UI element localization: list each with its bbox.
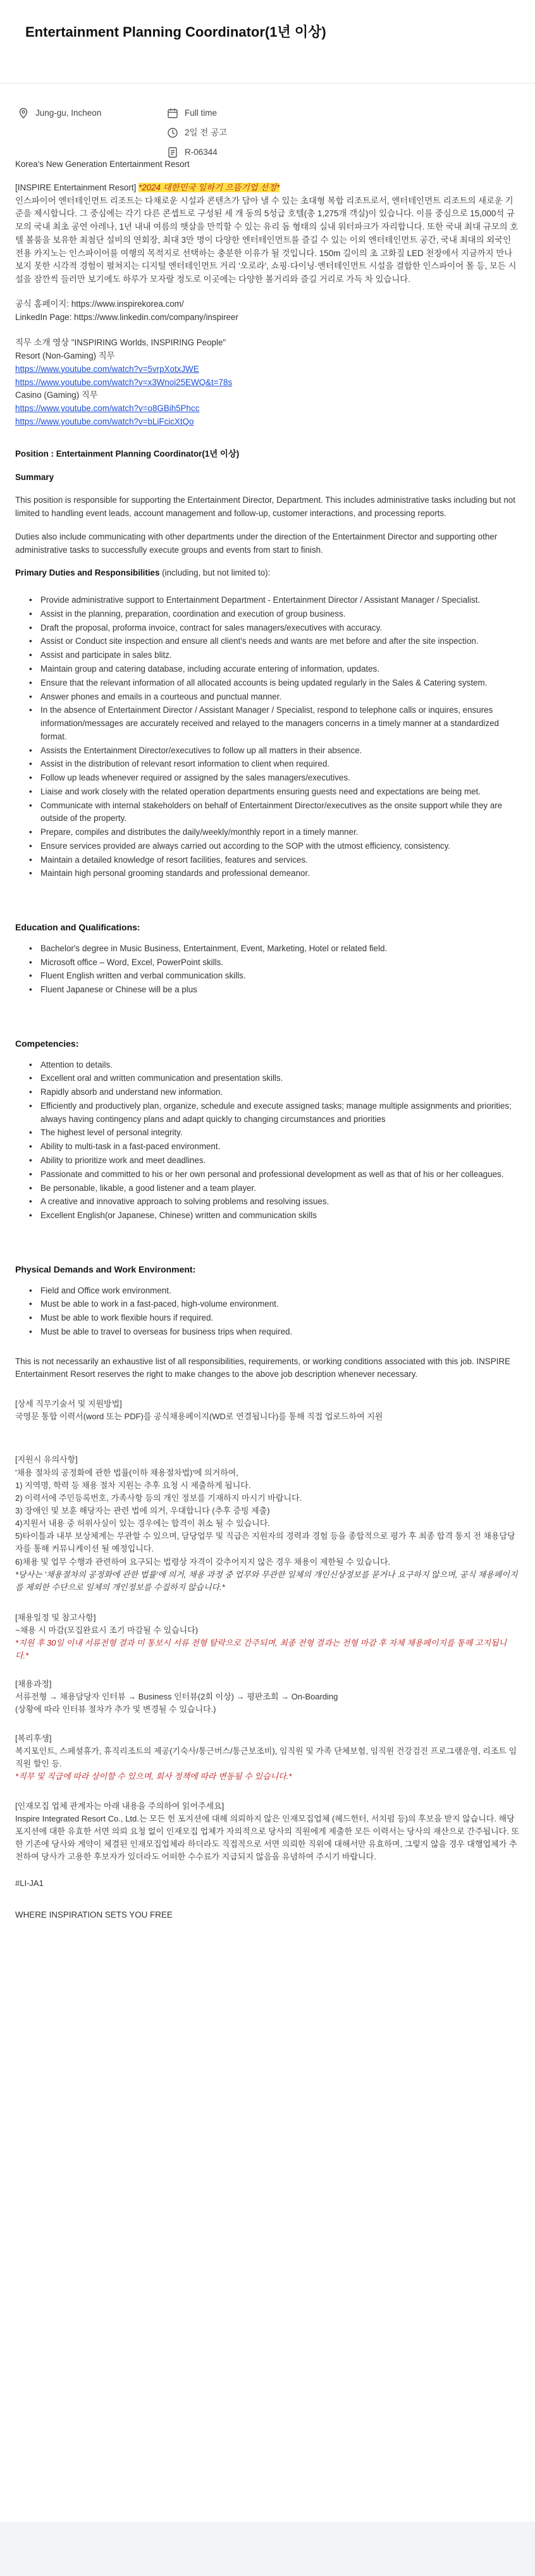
physical-heading: Physical Demands and Work Environment: bbox=[15, 1264, 196, 1274]
competency-item: • Rapidly absorb and understand new information. bbox=[29, 1086, 520, 1099]
summary-paragraph-2: Duties also include communicating with other departments under the direction of the Entertainment Director and supporting other administrative tasks to successfully execute groups and events from start to finish. bbox=[15, 531, 498, 555]
schedule-italic: *지원 후 30일 이내 서류전형 결과 미 통보시 서류 전형 탈락으로 간주되며, 최종 전형 결과는 전형 마감 후 자체 채용페이지를 통해 고지됩니다.* bbox=[15, 1638, 507, 1661]
duty-item: • Assist or Conduct site inspection and ensure all client's needs and wants are met before and after the site inspection. bbox=[29, 635, 520, 648]
duty-item: • Assist in the distribution of relevant resort information to client when required. bbox=[29, 758, 520, 771]
competency-item: • Excellent oral and written communication and presentation skills. bbox=[29, 1072, 520, 1085]
footer-tagline: WHERE INSPIRATION SETS YOU FREE bbox=[15, 1910, 173, 1920]
schedule-title: [채용일정 및 참고사항] bbox=[15, 1612, 96, 1622]
page-bottom-bar bbox=[0, 2522, 535, 2576]
calendar-icon bbox=[167, 108, 178, 119]
job-title: Entertainment Planning Coordinator(1년 이상) bbox=[25, 24, 326, 40]
docs-title: [상세 직무기술서 및 지원방법] bbox=[15, 1399, 122, 1409]
notice-line: 5)타이틀과 내부 보상체계는 무관할 수 있으며, 담당업무 및 직급은 지원자의 경력과 경험 등을 종합적으로 평가 후 최종 합격 통지 전 채용담당자를 통해 커뮤니케이션 될 예정입니다. bbox=[15, 1531, 515, 1554]
competency-item: • The highest level of personal integrity. bbox=[29, 1126, 520, 1140]
position-line: Position : Entertainment Planning Coordinator(1년 이상) bbox=[15, 448, 240, 459]
posted-text: 2일 전 공고 bbox=[185, 127, 228, 137]
benefits-body: 복지포인트, 스페셜휴가, 휴직리조트의 제공(기숙사/통근버스/통근보조비), 임직원 및 가족 단체보험, 임직원 건강검진 프로그램운영, 리조트 임직원 할인 등. bbox=[15, 1746, 517, 1769]
education-heading: Education and Qualifications: bbox=[15, 922, 140, 933]
notice-title: [지원시 유의사항] bbox=[15, 1455, 78, 1465]
duties-heading: Primary Duties and Responsibilities bbox=[15, 568, 160, 578]
duty-item: • Provide administrative support to Entertainment Department - Entertainment Director / Assistant Manager / Specialist. bbox=[29, 594, 520, 607]
disclaimer-text: This is not necessarily an exhaustive list of all responsibilities, requirements, or working conditions associated with this job. INSPIRE Entertainment Resort reserves the right to make changes to the above job description whenever necessary. bbox=[15, 1356, 510, 1379]
competency-item: • Efficiently and productively plan, organize, schedule and execute assigned tasks; manage multiple assignments and priorities; always having contingency plans and adapt quickly to changing circumstances and priorities bbox=[29, 1100, 520, 1126]
competency-item: • Be personable, likable, a good listener and a team player. bbox=[29, 1182, 520, 1195]
intro-text: Korea's New Generation Entertainment Resort bbox=[15, 159, 190, 169]
company-section bbox=[15, 182, 520, 287]
duty-item: • Ensure services provided are always carried out according to the SOP with the utmost efficiency, consistency. bbox=[29, 840, 520, 853]
meta-location-col bbox=[18, 105, 167, 149]
competency-item: • Passionate and committed to his or her own personal and professional development as well as that of his or her colleagues. bbox=[29, 1168, 520, 1181]
duties-heading-line bbox=[15, 567, 520, 580]
notice-line: 1) 지역명, 학력 등 채용 절차 지원는 추후 요청 시 제출하게 됩니다. bbox=[15, 1480, 251, 1490]
duty-item: • Communicate with internal stakeholders on behalf of Entertainment Director/executives as the onsite support while they are outside of the property. bbox=[29, 799, 520, 826]
meta-type bbox=[167, 105, 316, 121]
links-section bbox=[15, 298, 520, 429]
duty-item: • Maintain a detailed knowledge of resort facilities, features and services. bbox=[29, 854, 520, 867]
homepage-link[interactable]: 공식 홈페이지: https://www.inspirekorea.com/ bbox=[15, 299, 184, 309]
duty-item: • Maintain group and catering database, including accurate entering of information, updates. bbox=[29, 663, 520, 676]
duty-item: • Assist and participate in sales blitz. bbox=[29, 649, 520, 662]
competency-item: • Ability to prioritize work and meet deadlines. bbox=[29, 1154, 520, 1168]
duty-item: • Assist in the planning, preparation, coordination and execution of group business. bbox=[29, 608, 520, 621]
physical-item: • Must be able to work in a fast-paced, high-volume environment. bbox=[29, 1298, 520, 1311]
competency-item: • Ability to multi-task in a fast-paced environment. bbox=[29, 1140, 520, 1154]
physical-list bbox=[15, 1285, 520, 1339]
company-title: [INSPIRE Entertainment Resort] bbox=[15, 182, 137, 192]
benefits-section bbox=[15, 1732, 520, 1784]
casino-video-link-1[interactable]: https://www.youtube.com/watch?v=o8GBih5Phcc bbox=[15, 404, 200, 414]
notice-line: 2) 이력서에 주민등록번호, 가족사항 등의 개인 정보를 기재하지 마시기 바랍니다. bbox=[15, 1493, 302, 1503]
hashtag: #LI-JA1 bbox=[15, 1878, 44, 1889]
notice-lines bbox=[15, 1467, 520, 1568]
education-item: • Bachelor's degree in Music Business, Entertainment, Event, Marketing, Hotel or related field. bbox=[29, 942, 520, 956]
docs-body: 국영문 통합 이력서(word 또는 PDF)를 공식채용페이지(WD로 연결됩니다)를 통해 직접 업로드하여 지원 bbox=[15, 1412, 383, 1422]
schedule-body: ~채용 시 마감(모집완료시 조기 마감될 수 있습니다) bbox=[15, 1625, 199, 1636]
linkedin-link[interactable]: LinkedIn Page: https://www.linkedin.com/company/inspireer bbox=[15, 312, 238, 322]
competencies-heading: Competencies: bbox=[15, 1038, 79, 1049]
notice-italic: *당사는 '채용절차의 공정화에 관한 법률'에 의거, 채용 과정 중 업무와 무관한 일체의 개인신상정보를 묻거나 요구하지 않으며, 공식 채용페이지를 제외한 수단으로 일체의 개인정보를 수집하지 않습니다.* bbox=[15, 1569, 518, 1592]
process-title: [채용과정] bbox=[15, 1679, 52, 1689]
competency-item: • Excellent English(or Japanese, Chinese) written and communication skills bbox=[29, 1209, 520, 1223]
process-section bbox=[15, 1678, 520, 1716]
casino-video-link-2[interactable]: https://www.youtube.com/watch?v=bLiFcicXtQo bbox=[15, 417, 194, 427]
location-pin-icon bbox=[18, 108, 29, 119]
competency-item: • Attention to details. bbox=[29, 1059, 520, 1072]
duties-heading-suffix: (including, but not limited to): bbox=[159, 568, 271, 578]
headhunter-body: Inspire Integrated Resort Co., Ltd.는 모든 헌 포지션에 대해 의뢰하지 않은 인재모집업체 (헤드헌터, 서치펌 등)의 후보을 받지 않습니다. 해당 포지션에 대한 유효한 서면 의뢰 요청 없이 인재모집 업체가 자의적으로 당사의 직원에게 제출한 모든 이력서는 당사의 재산으로 간주됩니다. 또한 기존에 당사와 계약이 체결된 인재모집업체라 하더라도 직접적으로 서면 의뢰한 직위에 대해서만 유효하며, 그렇지 않을 경우 대행업체가 추천하여 당사가 고용한 후보자가 있더라도 어떠한 수수료가 지급되지 않음을 유념하여 주시기 바랍니다. bbox=[15, 1813, 519, 1862]
req-id-text: R-06344 bbox=[185, 147, 218, 157]
meta-details-col bbox=[167, 105, 316, 157]
notice-line: '채용 절차의 공정화에 관한 법률(이하 채용절차법)'에 의거하여, bbox=[15, 1467, 238, 1477]
resort-label: Resort (Non-Gaming) 직무 bbox=[15, 351, 115, 361]
summary-paragraph-1: This position is responsible for supporting the Entertainment Director, Department. This includes administrative tasks including but not limited to handling event leads, account management and follow-up, customer interactions, and processing reports. bbox=[15, 495, 515, 519]
notice-line: 4)지원서 내용 중 허위사실이 있는 경우에는 합격이 취소 될 수 있습니다. bbox=[15, 1519, 270, 1529]
notice-section bbox=[15, 1453, 520, 1594]
duty-item: • Answer phones and emails in a courteous and punctual manner. bbox=[29, 691, 520, 704]
notice-line: 3) 장애인 및 보훈 해당자는 관련 법에 의거, 우대합니다 (추후 증빙 제출) bbox=[15, 1505, 270, 1515]
benefits-italic: *직무 및 직급에 따라 상이할 수 있으며, 회사 정책에 따라 변동될 수 있습니다.* bbox=[15, 1772, 292, 1782]
schedule-section bbox=[15, 1612, 520, 1663]
benefits-title: [복리후생] bbox=[15, 1733, 52, 1743]
duty-item: • Ensure that the relevant information of all allocated accounts is being updated regularly in the Sales & Catering system. bbox=[29, 677, 520, 690]
education-item: • Fluent Japanese or Chinese will be a plus bbox=[29, 983, 520, 997]
duty-item: • Follow up leads whenever required or assigned by the sales managers/executives. bbox=[29, 772, 520, 785]
physical-item: • Must be able to work flexible hours if required. bbox=[29, 1312, 520, 1325]
education-item: • Microsoft office – Word, Excel, PowerPoint skills. bbox=[29, 956, 520, 970]
competency-item: • A creative and innovative approach to solving problems and resolving issues. bbox=[29, 1195, 520, 1209]
duty-item: • In the absence of Entertainment Director / Assistant Manager / Specialist, respond to telephone calls or inquires, ensures information/messages are accurately received and relayed to the managers concerns in a timely manner at a standardized format. bbox=[29, 704, 520, 743]
company-description: 인스파이어 엔터테인먼트 리조트는 다채로운 시설과 콘텐츠가 담아 낼 수 있는 초대형 복합 리조트로서, 엔터테인먼트 리조트의 새로운 기준을 제시합니다. 그 중심에는 각기 다른 콘셉트로 구성된 세 개 동의 5성급 호텔(총 1,275개 객실)이 있습니다. 이를 중심으로 15,000석 규모의 국내 최초 공연 아레나, 1년 내내 여름의 햇살을 만끽할 수 있는 유리 돔 형태의 실내 워터파크가 자리합니다. 또한 국내 최대 규모의 호텔 볼룸을 보유한 최첨단 설비의 연회장, 최대 3만 명이 다양한 엔터테인먼트를 즐길 수 있는 이외 엔터테인먼트 공간, 국내 최대의 외국인 전용 카지노는 인스파이어를 여행의 목적지로 선택하는 충분한 이유가 될 것입니다. 150m 길이의 초 고화질 LED 천장에서 지금까지 만나보지 못한 시각적 경험이 펼쳐지는 디지털 엔터테인먼트 거리 '오로라', 쇼핑·다이닝·엔터테인먼트 시설을 결합한 인스파이어 몰 등, 모든 시설을 잠깐씩 들러만 보기에도 하루가 모자랄 정도로 이곳에는 다양한 볼거리와 즐길 거리로 가득 차 있습니다. bbox=[15, 195, 519, 285]
location-text: Jung-gu, Incheon bbox=[35, 108, 102, 118]
duty-item: • Liaise and work closely with the related operation departments ensuring guests need and expectations are being met. bbox=[29, 786, 520, 799]
duty-item: • Assists the Entertainment Director/executives to follow up all matters in their absence. bbox=[29, 744, 520, 758]
duties-list bbox=[15, 594, 520, 880]
id-card-icon bbox=[167, 147, 178, 158]
notice-line: 6)채용 및 업무 수행과 관련하여 요구되는 법령상 자격이 갖추어지지 않은 경우 채용이 제한될 수 있습니다. bbox=[15, 1556, 391, 1567]
duty-item: • Draft the proposal, proforma invoice, contract for sales managers/executives with accuracy. bbox=[29, 622, 520, 635]
video-intro-label: 직무 소개 영상 "INSPIRING Worlds, INSPIRING People" bbox=[15, 338, 226, 348]
headhunter-section bbox=[15, 1800, 520, 1864]
clock-icon bbox=[167, 127, 178, 139]
education-list bbox=[15, 942, 520, 997]
resort-video-link-2[interactable]: https://www.youtube.com/watch?v=x3Wnoi25EWQ&t=78s bbox=[15, 377, 233, 387]
resort-video-link-1[interactable]: https://www.youtube.com/watch?v=5vrpXotxJWE bbox=[15, 364, 199, 374]
duty-item: • Prepare, compiles and distributes the daily/weekly/monthly report in a timely manner. bbox=[29, 826, 520, 839]
job-meta bbox=[0, 83, 535, 157]
docs-section bbox=[15, 1398, 520, 1423]
meta-location bbox=[18, 105, 167, 121]
duty-item: • Maintain high personal grooming standards and professional demeanor. bbox=[29, 867, 520, 880]
job-description bbox=[0, 149, 535, 1922]
process-note: (상황에 따라 인터뷰 절차가 추가 및 변경될 수 있습니다.) bbox=[15, 1704, 216, 1714]
headhunter-title: [인재모집 업체 관계자는 아래 내용을 주의하여 읽어주세요] bbox=[15, 1801, 224, 1811]
process-body: 서류전형 → 채용담당자 인터뷰 → Business 인터뷰(2회 이상) → 평판조회 → On-Boarding bbox=[15, 1691, 338, 1701]
education-item: • Fluent English written and verbal communication skills. bbox=[29, 970, 520, 983]
award-highlight: *2024 대한민국 일하기 으뜸기업 선정* bbox=[138, 182, 280, 192]
meta-posted bbox=[167, 125, 316, 141]
competencies-list bbox=[15, 1059, 520, 1223]
job-header bbox=[0, 0, 535, 83]
physical-item: • Field and Office work environment. bbox=[29, 1285, 520, 1298]
summary-heading: Summary bbox=[15, 472, 54, 482]
casino-label: Casino (Gaming) 직무 bbox=[15, 390, 98, 400]
physical-item: • Must be able to travel to overseas for business trips when required. bbox=[29, 1326, 520, 1339]
employment-type-text: Full time bbox=[185, 108, 218, 118]
